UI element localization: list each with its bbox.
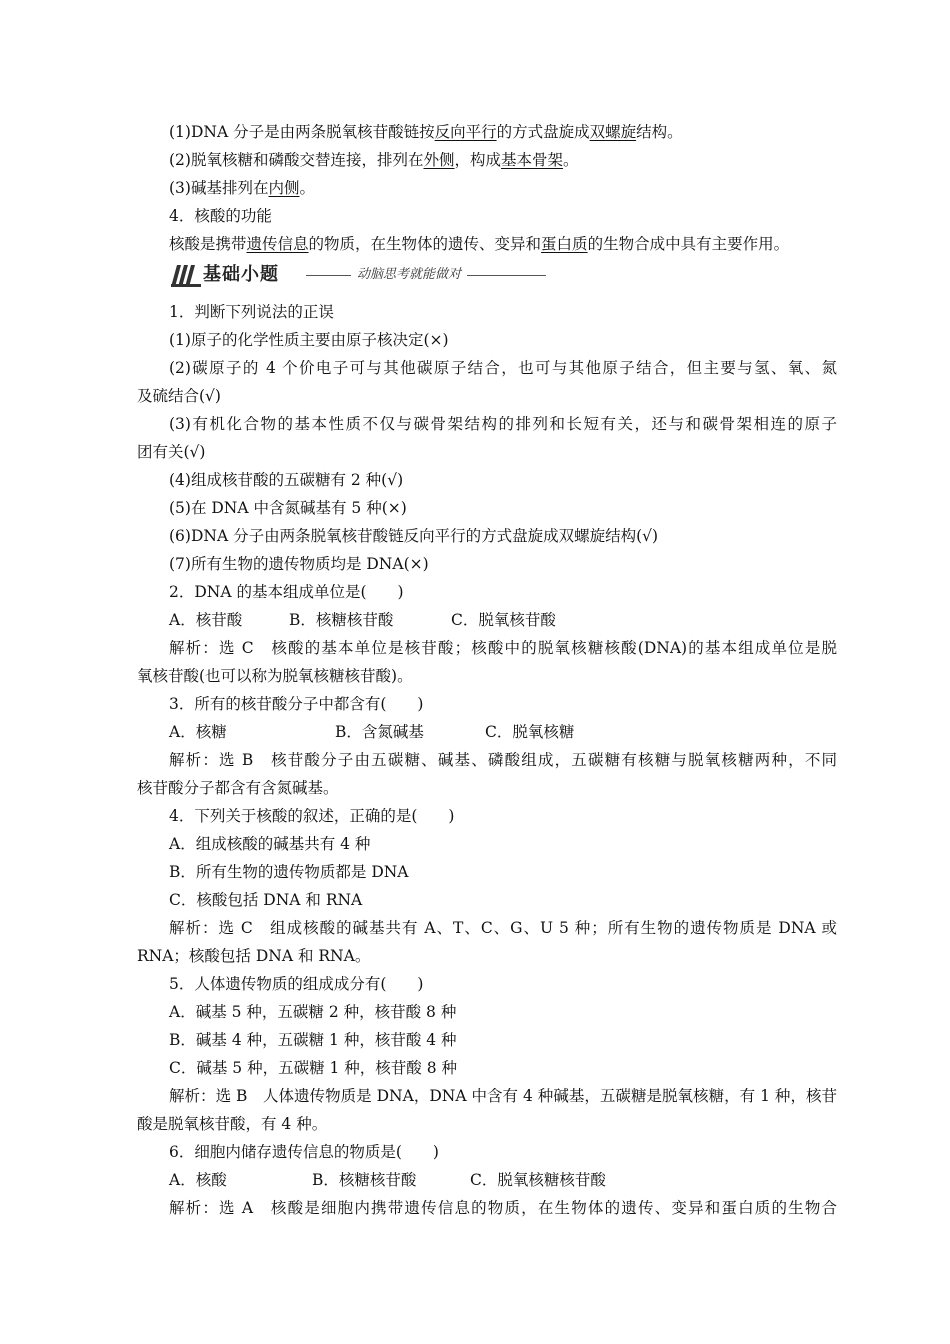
underlined-answer: 内侧 — [268, 179, 300, 197]
analysis-text-continued: 核苷酸分子都含有含氮碱基。 — [137, 779, 339, 797]
option-a: A．核苷酸 — [169, 611, 243, 629]
underlined-answer: 蛋白质 — [541, 235, 588, 253]
judgement-item: (2)碳原子的 4 个价电子可与其他碳原子结合，也可与其他原子结合，但主要与氢、氧、氮 — [169, 359, 837, 377]
underlined-answer: 反向平行 — [434, 123, 497, 141]
question-2-options — [169, 610, 837, 630]
underlined-answer: 遗传信息 — [246, 235, 309, 253]
option-b: B．碱基 4 种，五碳糖 1 种，核苷酸 4 种 — [169, 1031, 457, 1049]
judgement-item-continued: 团有关(√) — [137, 443, 206, 461]
banner-subtitle: 动脑思考就能做对 — [351, 266, 467, 284]
option-b: B．含氮碱基 — [335, 723, 424, 741]
question-2-stem: 2．DNA 的基本组成单位是( ) — [169, 583, 404, 601]
question-1-stem: 1．判断下列说法的正误 — [169, 303, 334, 321]
judgement-item: (3)有机化合物的基本性质不仅与碳骨架结构的排列和长短有关，还与和碳骨架相连的原子 — [169, 415, 837, 433]
structure-point-2: (2)脱氧核糖和磷酸交替连接，排列在外侧，构成基本骨架。 — [169, 151, 579, 169]
option-c: C．核酸包括 DNA 和 RNA — [169, 891, 363, 909]
option-a: A．碱基 5 种，五碳糖 2 种，核苷酸 8 种 — [169, 1003, 457, 1021]
analysis-text: 解析：选 B 核苷酸分子由五碳糖、碱基、磷酸组成，五碳糖有核糖与脱氧核糖两种，不同 — [169, 751, 837, 769]
option-c: C．脱氧核糖 — [485, 723, 575, 741]
structure-point-1: (1)DNA 分子是由两条脱氧核苷酸链按反向平行的方式盘旋成双螺旋结构。 — [169, 123, 683, 141]
question-4-stem: 4．下列关于核酸的叙述，正确的是( ) — [169, 807, 455, 825]
underlined-answer: 基本骨架 — [501, 151, 564, 169]
analysis-text-continued: 氧核苷酸(也可以称为脱氧核糖核苷酸)。 — [137, 667, 413, 685]
question-3-stem: 3．所有的核苷酸分子中都含有( ) — [169, 695, 424, 713]
option-b: B．所有生物的遗传物质都是 DNA — [169, 863, 409, 881]
judgement-item: (7)所有生物的遗传物质均是 DNA(×) — [169, 555, 429, 573]
analysis-text: 解析：选 B 人体遗传物质是 DNA，DNA 中含有 4 种碱基，五碳糖是脱氧核糖，有 1 种，核苷 — [169, 1087, 837, 1105]
option-c: C．脱氧核苷酸 — [451, 611, 556, 629]
slash-stripes-icon — [171, 265, 201, 287]
analysis-text: 解析：选 C 核酸的基本单位是核苷酸；核酸中的脱氧核糖核酸(DNA)的基本组成单位是脱 — [169, 639, 837, 657]
option-b: B．核糖核苷酸 — [289, 611, 394, 629]
analysis-text: 解析：选 A 核酸是细胞内携带遗传信息的物质，在生物体的遗传、变异和蛋白质的生物合 — [169, 1199, 837, 1217]
option-c: C．脱氧核糖核苷酸 — [470, 1171, 606, 1189]
section-heading-function: 4．核酸的功能 — [169, 207, 272, 225]
option-b: B．核糖核苷酸 — [312, 1171, 417, 1189]
section-banner — [171, 262, 571, 290]
question-6-stem: 6．细胞内储存遗传信息的物质是( ) — [169, 1143, 439, 1161]
question-3-options — [169, 722, 837, 742]
option-c: C．碱基 5 种，五碳糖 1 种，核苷酸 8 种 — [169, 1059, 458, 1077]
judgement-item: (1)原子的化学性质主要由原子核决定(×) — [169, 331, 449, 349]
judgement-item: (6)DNA 分子由两条脱氧核苷酸链反向平行的方式盘旋成双螺旋结构(√) — [169, 527, 659, 545]
option-a: A．核糖 — [169, 723, 227, 741]
banner-title: 基础小题 — [203, 264, 279, 285]
underlined-answer: 外侧 — [423, 151, 455, 169]
option-a: A．核酸 — [169, 1171, 227, 1189]
analysis-text-continued: RNA；核酸包括 DNA 和 RNA。 — [137, 947, 371, 965]
analysis-text-continued: 酸是脱氧核苷酸，有 4 种。 — [137, 1115, 328, 1133]
question-6-options — [169, 1170, 837, 1190]
question-5-stem: 5．人体遗传物质的组成成分有( ) — [169, 975, 424, 993]
option-a: A．组成核酸的碱基共有 4 种 — [169, 835, 371, 853]
analysis-text: 解析：选 C 组成核酸的碱基共有 A、T、C、G、U 5 种；所有生物的遗传物质是 DNA 或 — [169, 919, 837, 937]
judgement-item: (4)组成核苷酸的五碳糖有 2 种(√) — [169, 471, 404, 489]
judgement-item-continued: 及硫结合(√) — [137, 387, 221, 405]
function-paragraph: 核酸是携带遗传信息的物质，在生物体的遗传、变异和蛋白质的生物合成中具有主要作用。 — [169, 235, 790, 253]
underlined-answer: 双螺旋 — [589, 123, 637, 141]
judgement-item: (5)在 DNA 中含氮碱基有 5 种(×) — [169, 499, 407, 517]
structure-point-3: (3)碱基排列在内侧。 — [169, 179, 315, 197]
